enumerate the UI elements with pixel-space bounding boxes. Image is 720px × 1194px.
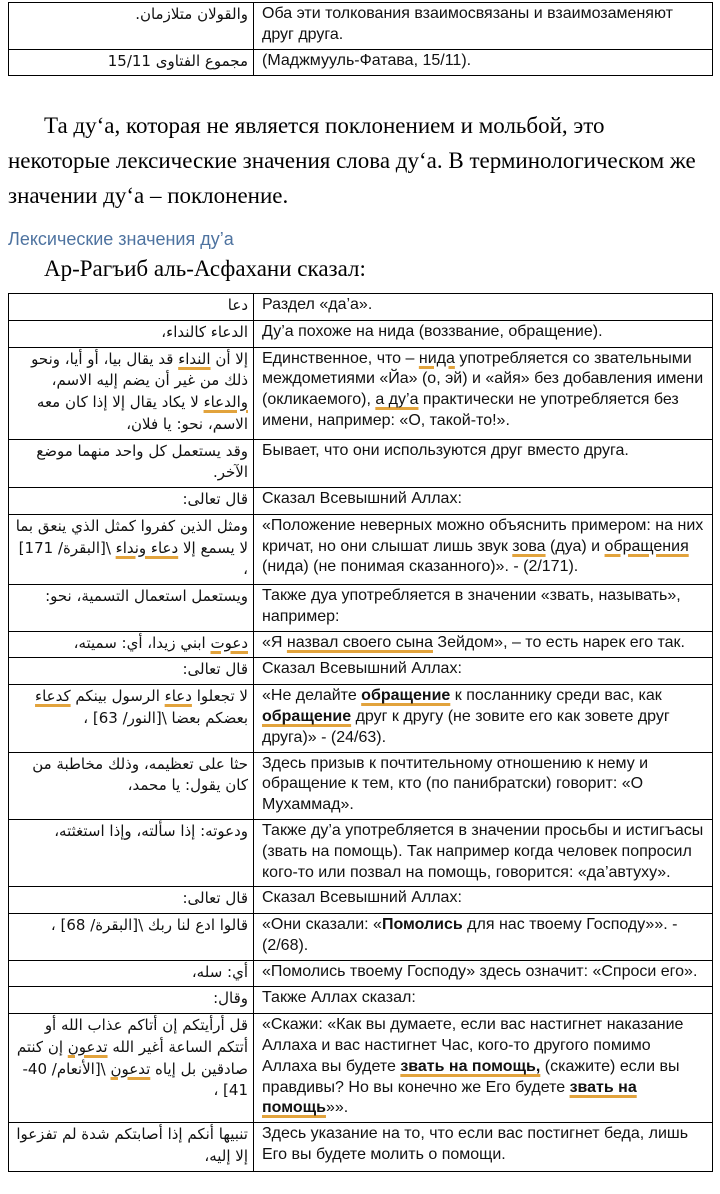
russian-cell [254, 320, 713, 347]
text-segment: بعضكم بعضا \[النور/ 63] ، [83, 708, 248, 727]
text-segment: Здесь призыв к почтительному отношению к нему и обращение к тем, кто (по панибратски) говорит: «О Мухаммад». [262, 754, 649, 814]
arabic-cell [9, 585, 254, 632]
russian-cell [254, 347, 713, 439]
highlighted-term: назвал своего сына [286, 633, 433, 651]
text-segment: для нас твоему Господу»». - (2/68). [262, 916, 678, 954]
arabic-cell [9, 488, 254, 515]
highlighted-term: دعاء [164, 687, 192, 706]
russian-cell [254, 1014, 713, 1123]
table-row [9, 439, 713, 488]
table-row [9, 49, 713, 76]
text-segment: Сказал Всевышний Аллах: [262, 490, 462, 508]
arabic-cell [9, 49, 254, 76]
arabic-cell [9, 514, 254, 584]
text-segment: Также Аллах сказал: [262, 989, 416, 1007]
table-row [9, 585, 713, 632]
table-row [9, 294, 713, 321]
text-segment: Сказал Всевышний Аллах: [262, 889, 462, 907]
text-segment: практически не употребляется без имени, например: «О, такой-то!». [262, 391, 679, 429]
text-segment: употребляется со звательными междометиями «Йа» (о, эй) и «айя» без добавления имени (окликаемого), [262, 349, 704, 409]
highlighted-term: دعوت [210, 633, 248, 652]
russian-cell [254, 49, 713, 76]
russian-cell [254, 914, 713, 961]
table-row [9, 752, 713, 819]
lexical-meanings-table [8, 293, 713, 1172]
table-row [9, 514, 713, 584]
russian-cell [254, 819, 713, 886]
text-segment: الدعاء كالنداء، [161, 322, 248, 341]
table-row [9, 1014, 713, 1123]
text-segment: Также ду’а употребляется в значении просьбы и истигъасы (звать на помощь). Так например когда человек попросил кого-то или позвал на помощь, говорится: «да’автуху». [262, 821, 704, 881]
highlighted-term: обращение [262, 707, 352, 725]
citation-table [8, 2, 713, 76]
russian-cell [254, 752, 713, 819]
russian-cell [254, 887, 713, 914]
highlighted-term: нида [418, 349, 455, 367]
text-segment: وقد يستعمل كل واحد منهما موضع الآخر. [36, 441, 248, 482]
text-segment: Также дуа употребляется в значении «звать, называть», например: [262, 587, 681, 625]
text-segment: قال تعالى: [182, 889, 248, 908]
russian-cell [254, 488, 713, 515]
arabic-cell [9, 752, 254, 819]
russian-cell [254, 3, 713, 50]
russian-cell [254, 658, 713, 685]
text-segment: (скажите) если вы правдивы? Но вы конечно же Его будете [262, 1057, 680, 1096]
text-segment: «Я [262, 633, 287, 651]
highlighted-term: والدعاء [203, 393, 248, 412]
text-segment: إن كنتم صادقين بل إياه [16, 1037, 248, 1078]
lead-in-paragraph: Ар-Рагъиб аль-Асфахани сказал: [44, 256, 366, 282]
text-segment: وقال: [213, 989, 248, 1008]
highlighted-term: كدعاء [35, 687, 71, 706]
highlighted-term: звать на помощь [262, 1078, 637, 1117]
arabic-cell [9, 320, 254, 347]
text-segment: ابني زيدا، أي: سميته، [73, 633, 211, 652]
russian-cell [254, 294, 713, 321]
text-segment: إلا أن [210, 349, 248, 368]
text-segment: Зейдом», – то есть нарек его так. [432, 633, 685, 651]
highlighted-term: обращения [604, 537, 689, 555]
highlighted-term: دعاء ونداء [115, 538, 179, 557]
text-segment: «Помолись твоему Господу» здесь означит: «Спроси его». [262, 962, 698, 980]
text-segment: قل أرأيتكم إن أتاكم عذاب الله أو أتتكم الساعة أغير الله [44, 1016, 248, 1056]
russian-cell [254, 514, 713, 584]
russian-cell [254, 631, 713, 658]
arabic-cell [9, 1014, 254, 1123]
text-segment: »». [325, 1099, 349, 1117]
text-segment: Раздел «да’а». [262, 296, 373, 314]
arabic-cell [9, 439, 254, 488]
text-segment: \[الأنعام/ 40- 41] ، [22, 1059, 248, 1100]
table-row [9, 987, 713, 1014]
text-segment: (нида) (не понимая сказанного)». - (2/171). [262, 558, 579, 576]
text-segment: Ду’а похоже на нида (воззвание, обращение). [262, 322, 603, 340]
highlighted-term: звать на помощь, [400, 1057, 541, 1075]
section-heading: Лексические значения ду’а [8, 229, 234, 250]
table-row [9, 320, 713, 347]
arabic-cell [9, 987, 254, 1014]
table-row [9, 488, 713, 515]
text-segment: ومثل الذين كفروا كمثل الذي ينعق بما لا يسمع إلا [15, 516, 248, 557]
russian-cell [254, 960, 713, 987]
text-segment: Здесь указание на то, что если вас постигнет беда, лишь Его вы будете молить о помощи. [262, 1125, 689, 1163]
highlighted-term: Помолись [381, 916, 463, 934]
text-segment: (Маджмууль-Фатава, 15/11). [262, 51, 472, 69]
text-segment: قد يقال بيا، أو أيا، ونحو ذلك من غير أن يضم إليه الاسم، [31, 349, 248, 390]
table-row [9, 819, 713, 886]
intro-paragraph: Та ду‘а, которая не является поклонением и мольбой, это некоторые лексические значения слова ду‘а. В терминологическом же значении ду‘а – поклонение. [8, 113, 696, 209]
table-row [9, 631, 713, 658]
highlighted-term: а ду’а [375, 391, 419, 409]
russian-cell [254, 439, 713, 488]
text-segment: تنبيها أنكم إذا أصابتكم شدة لم تفزعوا إلا إليه، [16, 1125, 248, 1165]
highlighted-term: النداء [178, 349, 211, 368]
arabic-cell [9, 960, 254, 987]
text-segment: لا يكاد يقال إلا إذا كان معه الاسم، نحو: يا فلان، [36, 393, 248, 433]
text-segment: ويستعمل استعمال التسمية، نحو: [45, 587, 248, 606]
text-segment: Сказал Всевышний Аллах: [262, 660, 462, 678]
table-row [9, 3, 713, 50]
text-segment: أي: سله، [191, 962, 248, 981]
text-segment: قال تعالى: [182, 660, 248, 679]
russian-cell [254, 685, 713, 752]
text-segment: «Положение неверных можно объяснить примером: на них кричат, но они слышат лишь звук [262, 516, 704, 555]
russian-cell [254, 1123, 713, 1172]
text-segment: Оба эти толкования взаимосвязаны и взаимозаменяют друг друга. [262, 5, 673, 43]
text-segment: لا تجعلوا [191, 687, 248, 706]
text-segment: مجموع الفتاوى 15/11 [107, 51, 248, 70]
text-segment: \[البقرة/ 171] ، [18, 538, 248, 579]
arabic-cell [9, 819, 254, 886]
highlighted-term: تدعون [110, 1059, 151, 1078]
arabic-cell [9, 631, 254, 658]
text-segment: друг к другу (не зовите его как зовете друг друга)» - (24/63). [262, 707, 670, 746]
table-row [9, 960, 713, 987]
russian-cell [254, 987, 713, 1014]
arabic-cell [9, 914, 254, 961]
table-row [9, 658, 713, 685]
arabic-cell [9, 658, 254, 685]
text-segment: к посланнику среди вас, как [450, 687, 662, 705]
text-segment: Единственное, что – [262, 349, 419, 367]
text-segment: «Они сказали: « [262, 916, 382, 934]
text-segment: والقولان متلازمان. [135, 5, 248, 23]
arabic-cell [9, 3, 254, 50]
arabic-cell [9, 347, 254, 439]
text-segment: قال تعالى: [182, 490, 248, 509]
table-row [9, 685, 713, 752]
table-row [9, 347, 713, 439]
table-row [9, 1123, 713, 1172]
arabic-cell [9, 1123, 254, 1172]
text-segment: ودعوته: إذا سألته، وإذا استغثته، [54, 821, 248, 840]
arabic-cell [9, 685, 254, 752]
text-segment: قالوا ادع لنا ربك \[البقرة/ 68] ، [50, 916, 248, 935]
text-segment: الرسول بينكم [70, 687, 165, 706]
table-row [9, 887, 713, 914]
arabic-cell [9, 887, 254, 914]
russian-cell [254, 585, 713, 632]
text-segment: «Не делайте [262, 687, 362, 705]
text-segment: دعا [227, 296, 248, 315]
text-segment: Бывает, что они используются друг вместо друга. [262, 441, 629, 459]
highlighted-term: зова [512, 537, 546, 555]
arabic-cell [9, 294, 254, 321]
text-segment: «Скажи: «Как вы думаете, если вас настигнет наказание Аллаха и вас настигнет Час, кого-то другого помимо Аллаха вы будете [262, 1016, 684, 1075]
highlighted-term: تدعون [67, 1037, 108, 1056]
text-segment: حثا على تعظيمه، وذلك مخاطبة من كان يقول: يا محمد، [32, 754, 248, 795]
highlighted-term: обращение [361, 687, 451, 705]
table-row [9, 914, 713, 961]
text-segment: (дуа) и [545, 537, 605, 555]
